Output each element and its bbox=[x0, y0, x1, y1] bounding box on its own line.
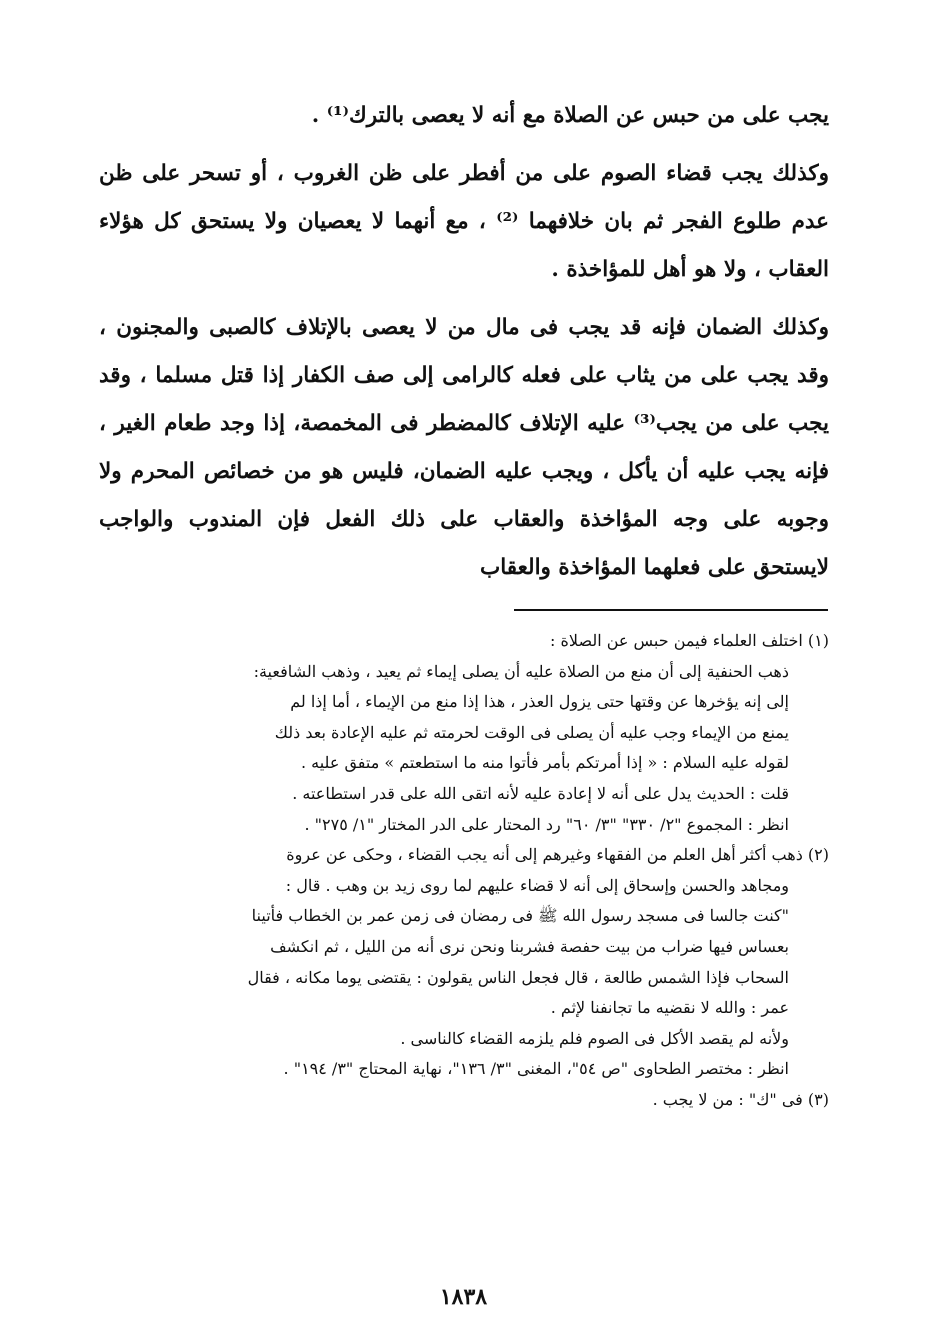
footnote-separator bbox=[514, 609, 828, 611]
footnote-line: قلت : الحديث يدل على أنه لا إعادة عليه لأنه اتقى الله على قدر استطاعته . bbox=[292, 783, 789, 803]
footnote-line: السحاب فإذا الشمس طالعة ، قال فجعل الناس يقولون : يقتضى يوما مكانه ، فقال bbox=[247, 967, 789, 987]
footnote-line: يمنع من الإيماء وجب عليه أن يصلى فى الوقت لحرمته ثم عليه الإعادة بعد ذلك bbox=[274, 722, 789, 742]
footnotes bbox=[99, 626, 829, 1116]
footnote-line: انظر : مختصر الطحاوى "ص ٥٤"، المغنى "٣/ ١٣٦"، نهاية المحتاج "٣/ ١٩٤" . bbox=[283, 1059, 789, 1079]
footnote-3-heading: (٣) فى "ك" : من لا يجب . bbox=[652, 1089, 829, 1109]
footnote-line: إلى إنه يؤخرها عن وقتها حتى يزول العذر ، هذا إذا منع من الإيماء ، أما إذا لم bbox=[290, 692, 789, 712]
footnote-line: بعساس فيها ضراب من بيت حفصة فشربنا ونحن نرى أنه من الليل ، ثم انكشف bbox=[270, 936, 789, 956]
footnote-line: انظر : المجموع "٢/ ٣٣٠" "٣/ ٦٠" رد المحتار على الدر المختار "١/ ٢٧٥" . bbox=[304, 814, 789, 834]
footnote-2-heading: (٢) ذهب أكثر أهل العلم من الفقهاء وغيرهم إلى أنه يجب القضاء ، وحكى عن عروة bbox=[286, 845, 829, 865]
footnote-line: "كنت جالسا فى مسجد رسول الله ﷺ فى رمضان فى زمن عمر بن الخطاب فأتينا bbox=[251, 906, 789, 926]
footnote-line: ذهب الحنفية إلى أن منع من الصلاة عليه أن يصلى إيماء ثم يعيد ، وذهب الشافعية: bbox=[253, 661, 789, 681]
page-number: ١٨٣٨ bbox=[439, 1284, 488, 1310]
paragraph-3: وكذلك الضمان فإنه قد يجب فى مال من لا يعصى بالإتلاف كالصبى والمجنون ، وقد يجب على من يثاب على فعله كالرامى إلى صف الكفار إذا قتل مسلما ، وقد يجب على من يجب⁽³⁾ عليه الإتلاف كالمضطر فى المخمصة، إذا وجد طعام الغير ، فإنه يجب عليه أن يأكل ، ويجب عليه الضمان، فليس هو من خصائص المحرم ولا وجوبه على وجه المؤاخذة والعقاب على ذلك الفعل فإن المندوب والواجب لايستحق على فعلهما المؤاخذة والعقاب bbox=[99, 315, 830, 580]
main-text bbox=[99, 92, 829, 592]
footnote-line: ومجاهد والحسن وإسحاق إلى أنه لا قضاء عليهم لما روى زيد بن وهب . قال : bbox=[285, 875, 789, 895]
footnote-line: ولأنه لم يقصد الأكل فى الصوم فلم يلزمه القضاء كالناسى . bbox=[400, 1028, 789, 1048]
footnote-line: لقوله عليه السلام : « إذا أمرتكم بأمر فأتوا منه ما استطعتم » متفق عليه . bbox=[300, 753, 789, 773]
paragraph-1: يجب على من حبس عن الصلاة مع أنه لا يعصى بالترك⁽¹⁾ . bbox=[311, 103, 829, 128]
footnote-line: عمر : والله لا نقضيه ما تجانفنا لإثم . bbox=[550, 998, 789, 1018]
paragraph-2: وكذلك يجب قضاء الصوم على من أفطر على ظن الغروب ، أو تسحر على ظن عدم طلوع الفجر ثم بان خلافهما ⁽²⁾ ، مع أنهما لا يعصيان ولا يستحق كل هؤلاء العقاب ، ولا هو أهل للمؤاخذة . bbox=[99, 161, 829, 282]
footnote-1-heading: (١) اختلف العلماء فيمن حبس عن الصلاة : bbox=[550, 631, 829, 650]
